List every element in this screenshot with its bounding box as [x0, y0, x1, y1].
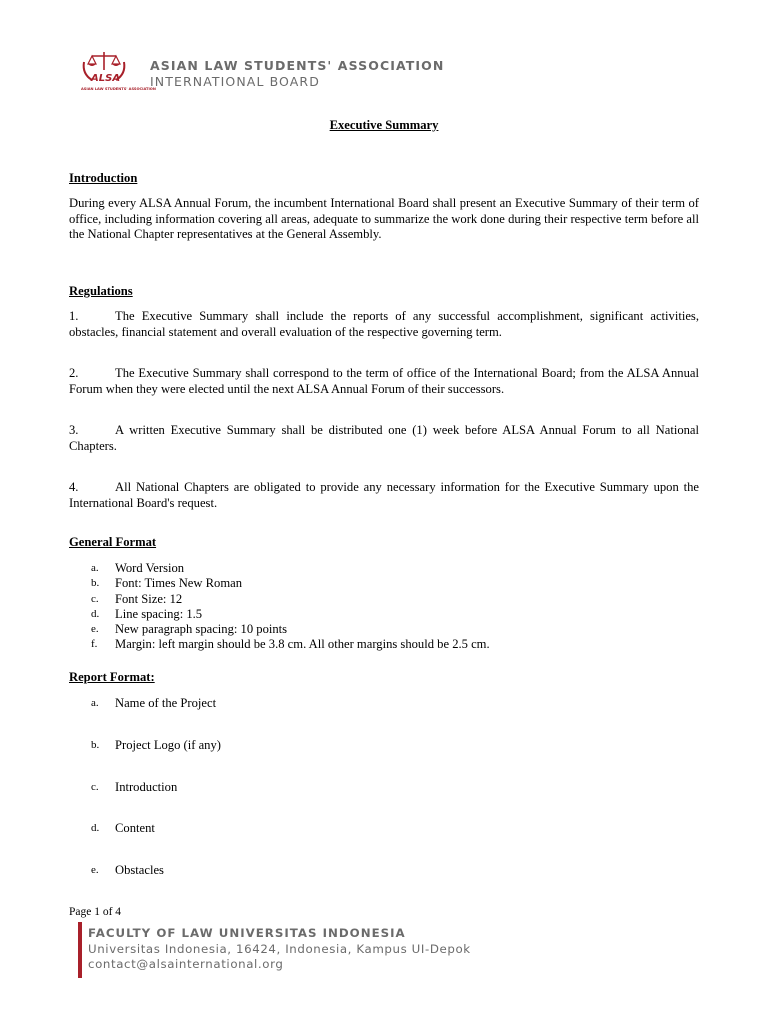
board-name-line: INTERNATIONAL BOARD [150, 74, 320, 89]
list-item [91, 863, 221, 905]
list-text: Content [115, 821, 155, 836]
list-item [91, 592, 490, 607]
list-marker: b. [91, 577, 100, 590]
list-text: Margin: left margin should be 3.8 cm. All other margins should be 2.5 cm. [115, 637, 490, 652]
list-marker: e. [91, 864, 99, 877]
list-marker: f. [91, 638, 98, 651]
general-format-heading: General Format [69, 535, 157, 549]
org-name-line: ASIAN LAW STUDENTS' ASSOCIATION [150, 58, 445, 73]
regulation-number: 1. [69, 309, 79, 323]
regulation-number: 2. [69, 366, 79, 380]
regulation-item [69, 366, 699, 397]
list-item [91, 821, 221, 863]
list-text: Name of the Project [115, 696, 217, 710]
list-text: Font: Times New Roman [115, 576, 243, 591]
regulation-item [69, 423, 699, 454]
list-item [91, 780, 221, 822]
list-item [91, 607, 490, 622]
introduction-paragraph: During every ALSA Annual Forum, the incumbent International Board shall present an Executive Summary of their term of office, including information covering all areas, adequate to summarize the work done during their respective term before all the National Chapter representatives at the General Assembly. [69, 196, 699, 242]
list-marker: c. [91, 592, 99, 605]
list-marker: b. [91, 738, 100, 751]
alsa-logo-icon [80, 48, 156, 100]
list-text: New paragraph spacing: 10 points [115, 622, 288, 637]
list-marker: d. [91, 607, 100, 620]
document-title: Executive Summary [329, 118, 439, 132]
regulation-item [69, 480, 699, 511]
list-item [91, 637, 490, 652]
footer-institution: FACULTY OF LAW UNIVERSITAS INDONESIA [88, 926, 406, 940]
list-item [91, 738, 221, 780]
regulation-item [69, 309, 699, 340]
footer-address: Universitas Indonesia, 16424, Indonesia, Kampus UI-Depok [88, 941, 471, 956]
regulation-number: 4. [69, 480, 79, 494]
list-item [91, 696, 221, 738]
list-text: Font Size: 12 [115, 591, 183, 606]
list-text: Project Logo (if any) [115, 737, 221, 752]
list-marker: a. [91, 697, 99, 709]
general-format-list [91, 561, 490, 653]
organization-name [150, 58, 444, 90]
list-marker: c. [91, 780, 99, 793]
footer-email: contact@alsainternational.org [88, 957, 284, 971]
list-item [91, 576, 490, 591]
letterhead [80, 48, 445, 100]
logo-subtitle: ASIAN LAW STUDENTS' ASSOCIATION [81, 87, 156, 91]
regulation-text: A written Executive Summary shall be distributed one (1) week before ALSA Annual Forum to all National Chapters. [69, 423, 699, 453]
list-text: Introduction [115, 779, 178, 794]
list-text: Obstacles [115, 863, 164, 878]
list-marker: a. [91, 562, 99, 574]
regulation-number: 3. [69, 423, 79, 437]
list-text: Word Version [115, 561, 185, 575]
list-item [91, 561, 490, 576]
page-number: Page 1 of 4 [69, 906, 122, 918]
list-text: Line spacing: 1.5 [115, 606, 203, 621]
regulation-text: The Executive Summary shall include the reports of any successful accomplishment, significant activities, obstacles, financial statement and overall evaluation of the respective governing term. [69, 309, 699, 339]
logo-word: ALSA [91, 73, 121, 84]
regulation-text: The Executive Summary shall correspond to the term of office of the International Board; from the ALSA Annual Forum when they were elected until the next ALSA Annual Forum of their successors. [69, 366, 699, 396]
footer [88, 926, 471, 973]
regulation-text: All National Chapters are obligated to provide any necessary information for the Executive Summary upon the International Board's request. [69, 480, 699, 510]
regulations-heading: Regulations [69, 284, 133, 298]
list-marker: d. [91, 822, 100, 835]
list-item [91, 622, 490, 637]
footer-accent-bar [78, 922, 82, 978]
introduction-heading: Introduction [69, 171, 138, 185]
report-format-heading: Report Format: [69, 670, 155, 684]
list-marker: e. [91, 623, 99, 636]
report-format-list [91, 696, 221, 905]
